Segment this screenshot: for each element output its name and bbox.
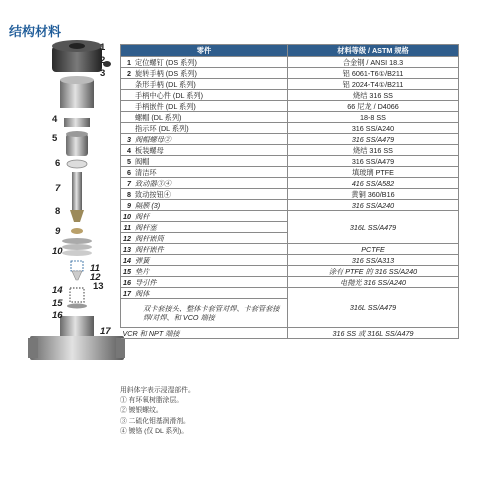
spring-part: [70, 288, 84, 302]
callout-3: 3: [100, 68, 106, 79]
materials-table: [120, 44, 459, 339]
callout-14: 14: [52, 285, 63, 296]
table-row: 15 垫片 涂有 PTFE 的 316 SS/A240: [121, 266, 459, 277]
callout-1: 1: [100, 42, 106, 53]
actuator-button-part: [71, 228, 83, 234]
footnote-wetted: 用斜体字表示浸湿部件。: [120, 387, 195, 394]
footnote-2: ② 镀银螺纹。: [120, 407, 163, 415]
table-row: 13 阀杆嵌件 PCTFE: [121, 244, 459, 255]
cleaning-ring-part: [67, 160, 87, 168]
table-row: 12 阀杆嵌筒: [121, 233, 459, 244]
table-row: 2 旋转手柄 (DS 系列) 铝 6061-T6①/B211: [121, 68, 459, 79]
gasket-part: [67, 304, 87, 309]
callout-16: 16: [52, 310, 63, 321]
table-row: 14 弹簧 316 SS/A313: [121, 255, 459, 266]
diaphragm-part: [62, 238, 92, 256]
callout-4: 4: [52, 114, 58, 125]
handle-knob-part: [52, 40, 102, 72]
table-row: 1 定位螺钉 (DS 系列) 合金钢 / ANSI 18.3: [121, 57, 459, 68]
callout-11: 11: [90, 263, 100, 274]
footnote-1: ① 有环氧树脂涂层。: [120, 397, 184, 405]
callout-15: 15: [52, 298, 63, 309]
header-component: 零件: [121, 45, 288, 57]
callout-7: 7: [55, 183, 61, 194]
footnote-3: ③ 二硫化钼基润滑剂。: [120, 417, 190, 425]
section-title: 结构材料: [9, 25, 62, 40]
body-part: [28, 316, 125, 360]
table-row: 手柄中心件 (DL 系列) 烧结 316 SS: [121, 90, 459, 101]
table-row: 6 清洁环 填玻璃 PTFE: [121, 167, 459, 178]
footnote-4: ④ 镀铬 (仅 DL 系列)。: [120, 427, 189, 435]
table-row: 双卡套接头、整体卡套管对焊、卡套管套接焊/对焊、和 VCO 端接: [121, 299, 459, 328]
table-row: 5 阀帽 316 SS/A479: [121, 156, 459, 167]
callout-8: 8: [55, 206, 61, 217]
table-row: VCR 和 NPT 端接 316 SS 或 316L SS/A479: [121, 328, 459, 339]
table-row: 8 致动按钮④ 黄铜 360/B16: [121, 189, 459, 200]
callout-5: 5: [52, 133, 58, 144]
callout-13: 13: [93, 281, 104, 292]
table-row: 17 阀体 316L SS/A479: [121, 288, 459, 299]
table-row: 11 阀杆塞: [121, 222, 459, 233]
stem-insert-part: [71, 261, 83, 280]
actuator-part: [70, 172, 84, 222]
table-row: 螺帽 (DL 系列) 18-8 SS: [121, 112, 459, 123]
callout-2: 2: [100, 55, 106, 66]
table-row: 3 阀帽螺母② 316 SS/A479: [121, 134, 459, 145]
bonnet-part: [66, 131, 88, 156]
callout-12: 12: [90, 272, 101, 283]
table-row: 7 致动器③④ 416 SS/A582: [121, 178, 459, 189]
callout-10: 10: [52, 246, 63, 257]
table-row: 手柄嵌件 (DL 系列) 66 尼龙 / D4066: [121, 101, 459, 112]
panel-nut-part: [64, 118, 90, 127]
callout-6: 6: [55, 158, 61, 169]
callout-17: 17: [100, 326, 111, 337]
footnotes: [120, 386, 195, 437]
header-material: 材料等级 / ASTM 规格: [288, 45, 459, 57]
table-row: 指示环 (DL 系列) 316 SS/A240: [121, 123, 459, 134]
bonnet-nut-part: [60, 76, 94, 108]
table-row: 条形手柄 (DL 系列) 铝 2024-T4①/B211: [121, 79, 459, 90]
table-row: 9 隔膜 (3) 316 SS/A240: [121, 200, 459, 211]
table-row: 4 板装螺母 烧结 316 SS: [121, 145, 459, 156]
table-row: 10 阀杆 316L SS/A479: [121, 211, 459, 222]
table-row: 16 导引件 电抛光 316 SS/A240: [121, 277, 459, 288]
callout-9: 9: [55, 226, 61, 237]
